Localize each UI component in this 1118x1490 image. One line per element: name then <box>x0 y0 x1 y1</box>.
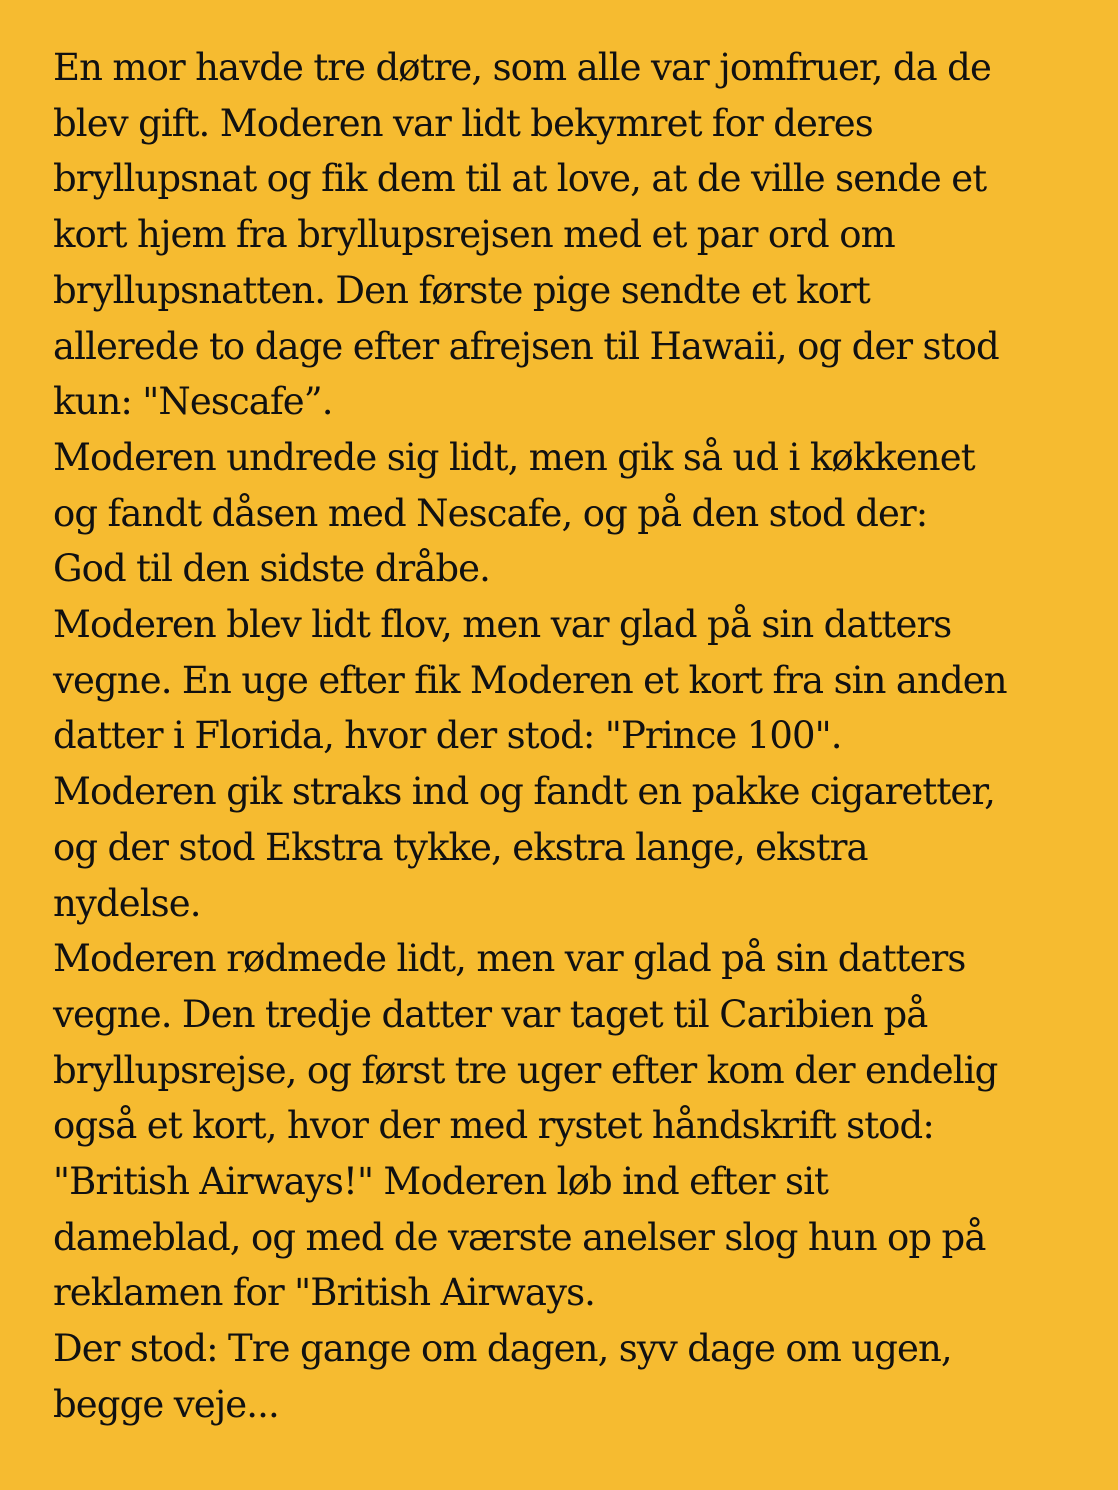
story-line: Der stod: Tre gange om dagen, syv dage om ugen, <box>53 1327 952 1371</box>
story-line: også et kort, hvor der med rystet håndskrift stod: <box>53 1104 934 1148</box>
story-line: allerede to dage efter afrejsen til Hawaii, og der stod <box>53 324 999 368</box>
story-line: Moderen undrede sig lidt, men gik så ud i køkkenet <box>53 435 975 479</box>
story-line: begge veje... <box>53 1382 279 1426</box>
story-line: kun: "Nescafe”. <box>53 380 333 424</box>
story-line: kort hjem fra bryllupsrejsen med et par ord om <box>53 213 895 257</box>
story-line: nydelse. <box>53 881 201 925</box>
story-line: datter i Florida, hvor der stod: "Prince 100". <box>53 714 842 758</box>
story-text <box>53 40 1078 1433</box>
story-line: "British Airways!" Moderen løb ind efter sit <box>53 1160 828 1204</box>
story-line: bryllupsrejse, og først tre uger efter kom der endelig <box>53 1048 998 1092</box>
story-line: og der stod Ekstra tykke, ekstra lange, ekstra <box>53 825 868 869</box>
story-line: bryllupsnat og fik dem til at love, at de ville sende et <box>53 157 987 201</box>
story-line: God til den sidste dråbe. <box>53 547 491 591</box>
story-line: blev gift. Moderen var lidt bekymret for deres <box>53 101 873 145</box>
story-line: dameblad, og med de værste anelser slog hun op på <box>53 1215 986 1259</box>
story-line: og fandt dåsen med Nescafe, og på den stod der: <box>53 491 928 535</box>
story-line: Moderen rødmede lidt, men var glad på sin datters <box>53 937 966 981</box>
story-line: reklamen for "British Airways. <box>53 1271 596 1315</box>
story-line: Moderen blev lidt flov, men var glad på sin datters <box>53 603 952 647</box>
story-line: Moderen gik straks ind og fandt en pakke cigaretter, <box>53 770 995 814</box>
story-line: vegne. En uge efter fik Moderen et kort fra sin anden <box>53 658 1007 702</box>
story-line: En mor havde tre døtre, som alle var jomfruer, da de <box>53 46 991 89</box>
story-line: bryllupsnatten. Den første pige sendte et kort <box>53 268 870 312</box>
story-line: vegne. Den tredje datter var taget til Caribien på <box>53 992 928 1036</box>
